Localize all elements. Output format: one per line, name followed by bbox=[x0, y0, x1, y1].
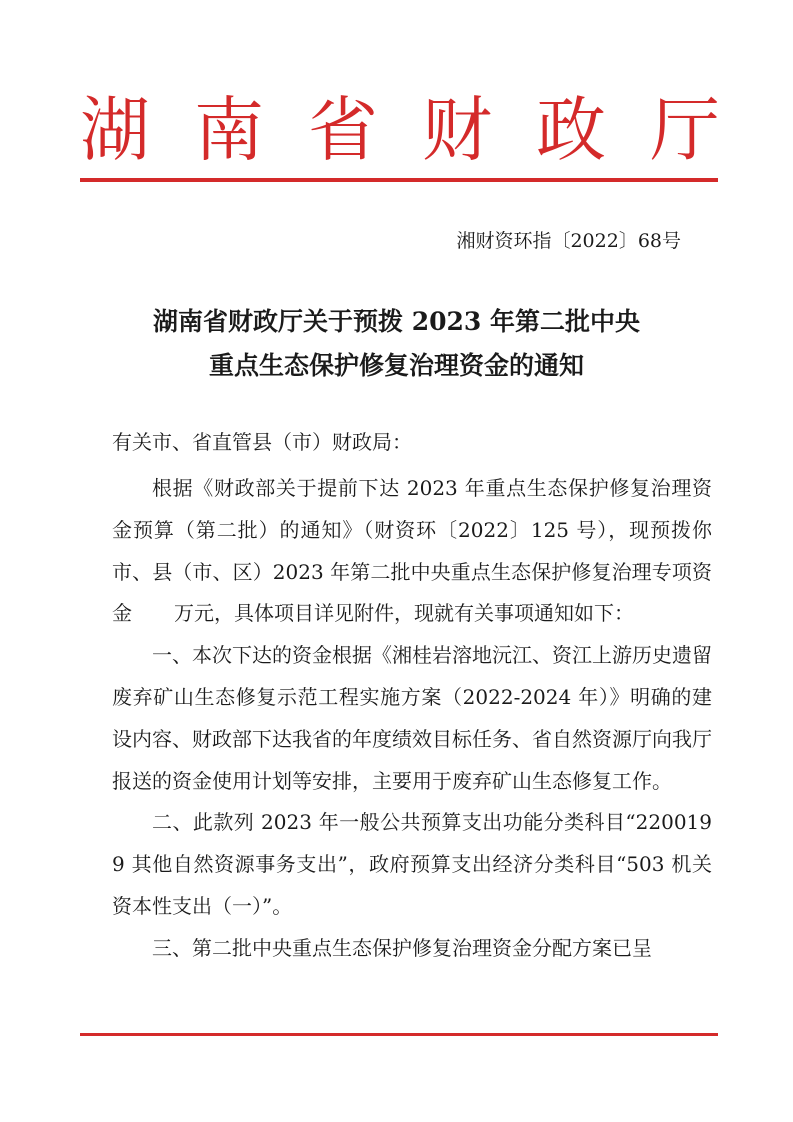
paragraph-4: 三、第二批中央重点生态保护修复治理资金分配方案已呈 bbox=[152, 935, 652, 960]
masthead-char: 南 bbox=[194, 89, 264, 171]
masthead-char: 厅 bbox=[650, 89, 720, 171]
document-body bbox=[112, 468, 712, 970]
footer-red-rule bbox=[80, 1033, 718, 1036]
paragraph-1-part-1: 根据《财政部关于提前下达 2023 年重点生态保护修复治理资金预算（第二批）的通知》（财资环〔2022〕125 号），现预拨你市、县（市、区）2023 年第二批中央重点生态保护修复治理专项资金 bbox=[112, 476, 712, 626]
document-title bbox=[0, 300, 793, 388]
title-line-1: 湖南省财政厅关于预拨 2023 年第二批中央 bbox=[153, 307, 640, 336]
salutation: 有关市、省直管县（市）财政局： bbox=[112, 430, 412, 454]
header-red-rule bbox=[80, 178, 718, 182]
paragraph-3: 二、此款列 2023 年一般公共预算支出功能分类科目“2200199 其他自然资源事务支出”，政府预算支出经济分类科目“503 机关资本性支出（一）”。 bbox=[112, 810, 712, 918]
paragraph-1 bbox=[112, 468, 712, 635]
paragraph-1-part-2: 万元，具体项目详见附件，现就有关事项通知如下： bbox=[174, 601, 634, 626]
paragraph-2: 一、本次下达的资金根据《湘桂岩溶地沅江、资江上游历史遗留废弃矿山生态修复示范工程实施方案（2022-2024 年）》明确的建设内容、财政部下达我省的年度绩效目标任务、省自然资源厅向我厅报送的资金使用计划等安排，主要用于废弃矿山生态修复工作。 bbox=[112, 643, 712, 793]
masthead-char: 湖 bbox=[80, 89, 150, 171]
masthead-char: 省 bbox=[308, 89, 378, 171]
masthead-char: 财 bbox=[422, 89, 492, 171]
masthead-char: 政 bbox=[536, 89, 606, 171]
document-number: 湘财资环指〔2022〕68号 bbox=[456, 230, 681, 252]
title-line-2: 重点生态保护修复治理资金的通知 bbox=[208, 351, 584, 380]
masthead-org-name bbox=[80, 88, 720, 172]
